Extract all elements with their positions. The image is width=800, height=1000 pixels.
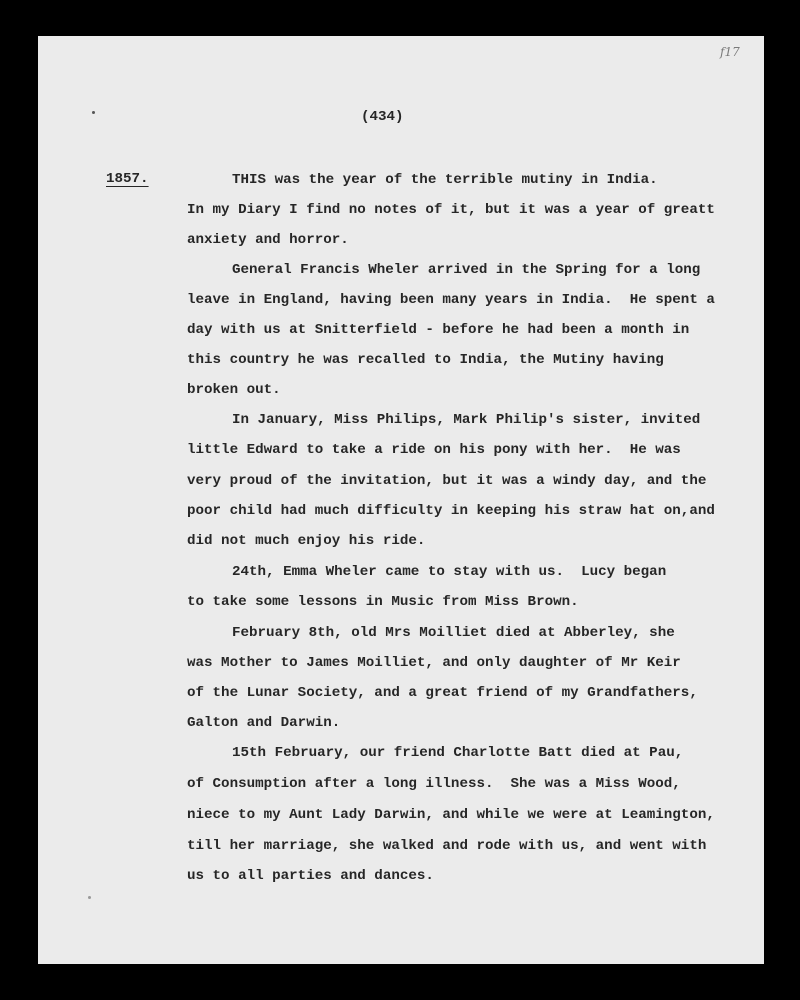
text-line: broken out. xyxy=(187,382,281,398)
text-line: was Mother to James Moilliet, and only daughter of Mr Keir xyxy=(187,655,681,671)
text-line: anxiety and horror. xyxy=(187,232,349,248)
text-line: of Consumption after a long illness. She was a Miss Wood, xyxy=(187,776,681,792)
text-line: 15th February, our friend Charlotte Batt died at Pau, xyxy=(232,745,684,761)
year-heading: 1857. xyxy=(106,171,149,187)
text-line: day with us at Snitterfield - before he had been a month in xyxy=(187,322,690,338)
text-line: niece to my Aunt Lady Darwin, and while we were at Leamington, xyxy=(187,807,715,823)
text-line: very proud of the invitation, but it was a windy day, and the xyxy=(187,473,707,489)
text-line: did not much enjoy his ride. xyxy=(187,533,426,549)
paper-speck xyxy=(88,896,91,899)
text-line: 24th, Emma Wheler came to stay with us. Lucy began xyxy=(232,564,667,580)
text-line: General Francis Wheler arrived in the Spring for a long xyxy=(232,262,701,278)
text-line: In January, Miss Philips, Mark Philip's sister, invited xyxy=(232,412,701,428)
text-line: till her marriage, she walked and rode with us, and went with xyxy=(187,838,707,854)
text-line: poor child had much difficulty in keeping his straw hat on,and xyxy=(187,503,715,519)
text-line: THIS was the year of the terrible mutiny in India. xyxy=(232,172,658,188)
text-line: In my Diary I find no notes of it, but it was a year of greatt xyxy=(187,202,715,218)
text-line: little Edward to take a ride on his pony with her. He was xyxy=(187,442,681,458)
text-line: to take some lessons in Music from Miss Brown. xyxy=(187,594,579,610)
folio-number: f17 xyxy=(720,45,740,59)
text-line: February 8th, old Mrs Moilliet died at Abberley, she xyxy=(232,625,675,641)
text-line: of the Lunar Society, and a great friend of my Grandfathers, xyxy=(187,685,698,701)
text-line: us to all parties and dances. xyxy=(187,868,434,884)
text-line: this country he was recalled to India, the Mutiny having xyxy=(187,352,664,368)
paper-speck xyxy=(92,111,95,114)
page-number: (434) xyxy=(361,109,404,125)
text-line: leave in England, having been many years in India. He spent a xyxy=(187,292,715,308)
text-line: Galton and Darwin. xyxy=(187,715,341,731)
